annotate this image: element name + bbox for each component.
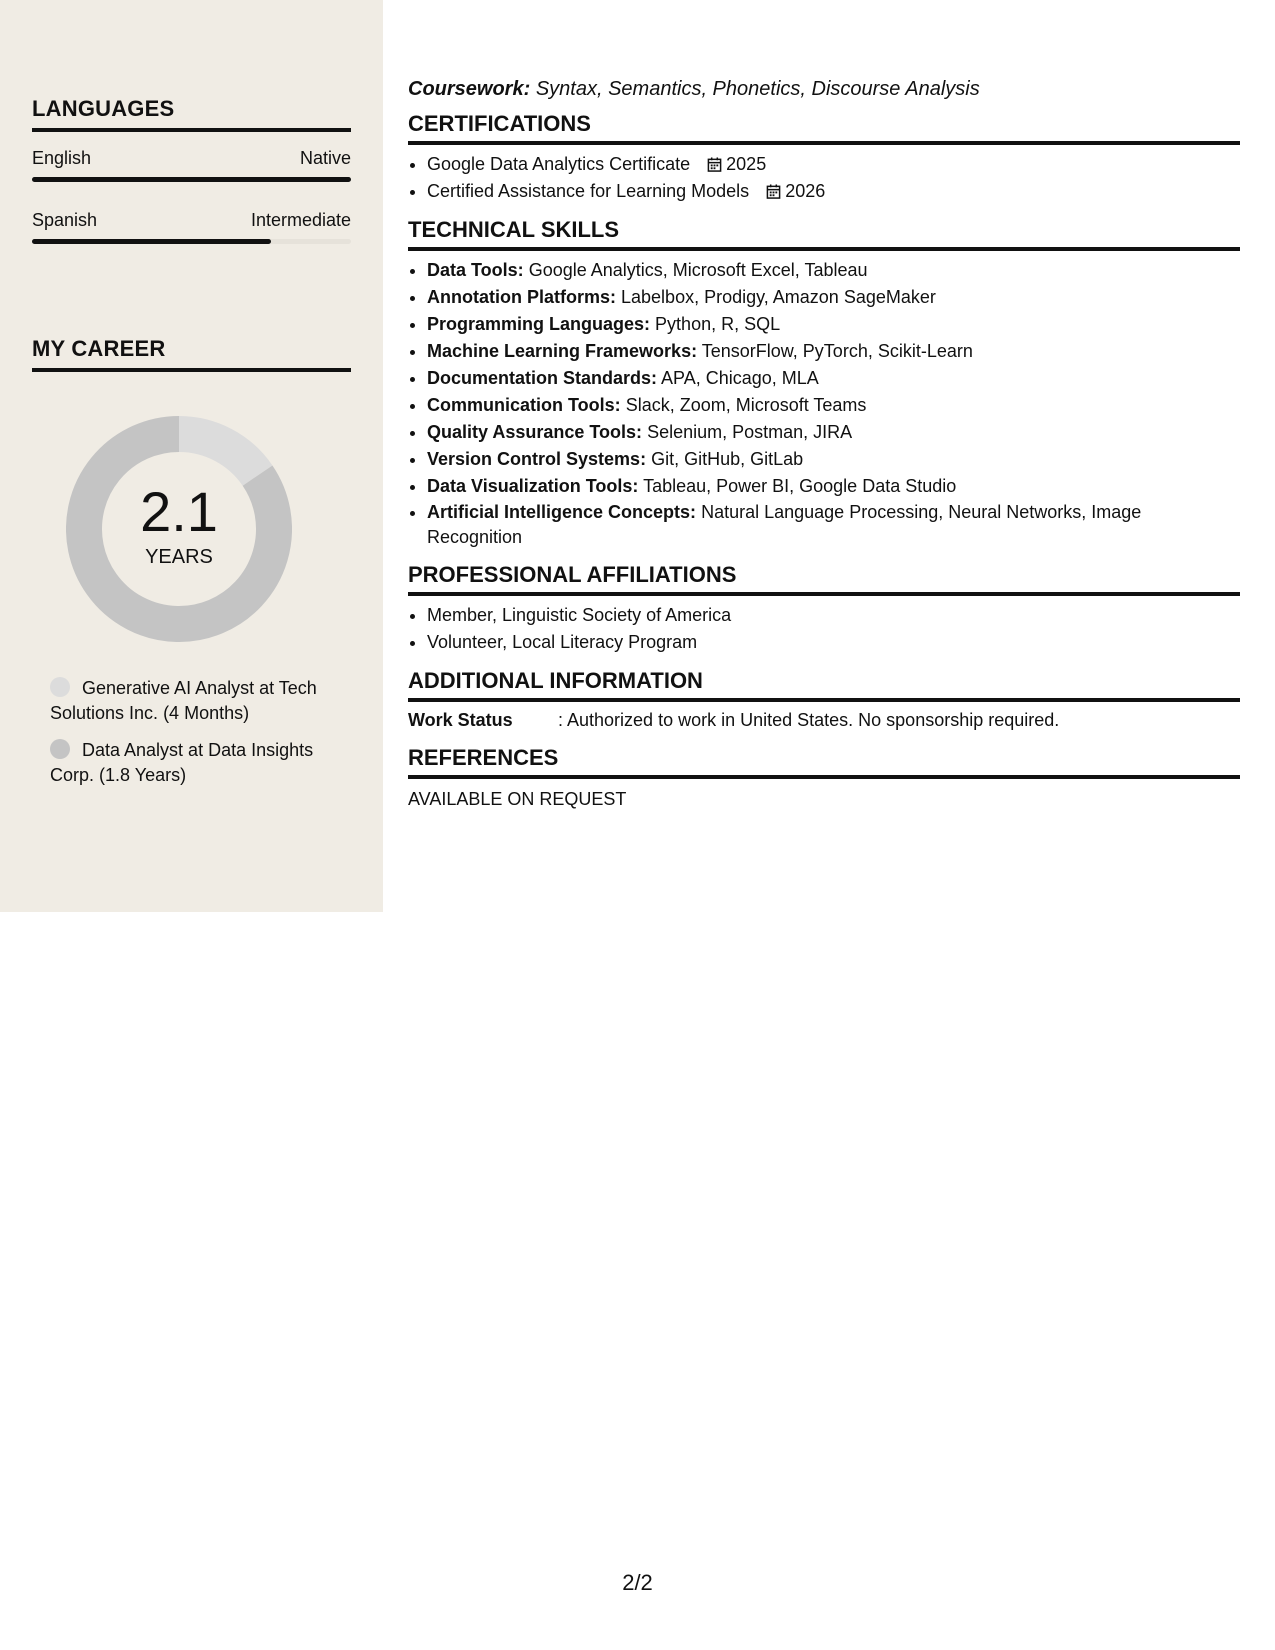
affiliations-list: [408, 602, 1240, 656]
career-total-value: 2.1: [140, 479, 218, 543]
skill-value: Natural Language Processing, Neural Networks, Image Recognition: [427, 502, 1142, 547]
career-donut-chart: [66, 416, 292, 642]
certification-year: 2026: [785, 181, 826, 201]
skill-label: Quality Assurance Tools:: [427, 422, 643, 442]
references-text: AVAILABLE ON REQUEST: [408, 789, 627, 809]
certification-name: Google Data Analytics Certificate: [427, 154, 691, 174]
certifications-heading: CERTIFICATIONS: [408, 111, 1240, 145]
career-legend-item: [50, 738, 350, 788]
career-legend-item: [50, 676, 350, 726]
certification-name: Certified Assistance for Learning Models: [427, 181, 750, 201]
career-legend-label: Data Analyst at Data Insights Corp. (1.8 Years): [50, 740, 314, 785]
coursework-line: [408, 78, 1240, 101]
skill-value: APA, Chicago, MLA: [661, 368, 819, 388]
skill-label: Artificial Intelligence Concepts:: [427, 502, 697, 522]
certifications-list: [408, 151, 1240, 205]
skill-value: Google Analytics, Microsoft Excel, Tableau: [528, 260, 868, 280]
language-name: English: [32, 148, 92, 168]
work-status-row: [408, 710, 1240, 731]
language-proficiency-fill: [32, 177, 351, 182]
skill-item: [427, 311, 1240, 338]
skill-label: Data Visualization Tools:: [427, 476, 639, 496]
skill-value: Python, R, SQL: [655, 314, 781, 334]
references-heading: REFERENCES: [408, 745, 1240, 779]
skill-item: [427, 473, 1240, 500]
skill-item: [427, 284, 1240, 311]
skill-label: Machine Learning Frameworks:: [427, 341, 698, 361]
skill-value: Labelbox, Prodigy, Amazon SageMaker: [621, 287, 936, 307]
work-status-value: : Authorized to work in United States. No sponsorship required.: [558, 710, 1060, 730]
affiliation-item: • Member, Linguistic Society of America: [427, 602, 1240, 629]
career-legend-label: Generative AI Analyst at Tech Solutions Inc. (4 Months): [50, 678, 317, 723]
skill-label: Version Control Systems:: [427, 449, 647, 469]
skill-item: [427, 257, 1240, 284]
certification-year: 2025: [726, 154, 767, 174]
skill-item: [427, 365, 1240, 392]
language-name: Spanish: [32, 210, 98, 230]
technical-skills-heading: TECHNICAL SKILLS: [408, 217, 1240, 251]
skill-value: TensorFlow, PyTorch, Scikit-Learn: [701, 341, 973, 361]
languages-section: [32, 96, 351, 244]
language-level: Intermediate: [250, 210, 351, 230]
career-section: [32, 336, 351, 372]
skill-label: Communication Tools:: [427, 395, 621, 415]
additional-info-heading: ADDITIONAL INFORMATION: [408, 668, 1240, 702]
certification-item: [427, 151, 1240, 178]
skill-item: [427, 446, 1240, 473]
skill-value: Tableau, Power BI, Google Data Studio: [643, 476, 957, 496]
legend-dot-icon: [50, 677, 70, 697]
language-proficiency-bar: [32, 239, 351, 244]
calendar-icon: [707, 157, 722, 172]
affiliation-item: • Volunteer, Local Literacy Program: [427, 629, 1240, 656]
language-item: [32, 210, 351, 244]
technical-skills-list: [408, 257, 1240, 550]
languages-heading: LANGUAGES: [32, 96, 351, 132]
coursework-text: Syntax, Semantics, Phonetics, Discourse Analysis: [535, 78, 980, 100]
affiliations-heading: PROFESSIONAL AFFILIATIONS: [408, 562, 1240, 596]
coursework-label: Coursework:: [408, 78, 531, 100]
certification-item: [427, 178, 1240, 205]
language-proficiency-bar: [32, 177, 351, 182]
skill-label: Annotation Platforms:: [427, 287, 616, 307]
skill-item: [427, 392, 1240, 419]
skill-label: Data Tools:: [427, 260, 524, 280]
language-level: Native: [299, 148, 351, 168]
skill-value: Git, GitHub, GitLab: [651, 449, 804, 469]
language-item: [32, 148, 351, 182]
page-number: 2/2: [622, 1570, 653, 1595]
calendar-icon: [766, 184, 781, 199]
career-total-unit: YEARS: [145, 545, 213, 568]
main-content: [408, 78, 1240, 810]
language-proficiency-fill: [32, 239, 271, 244]
skill-label: Documentation Standards:: [427, 368, 658, 388]
skill-label: Programming Languages:: [427, 314, 651, 334]
skill-value: Slack, Zoom, Microsoft Teams: [625, 395, 867, 415]
legend-dot-icon: [50, 739, 70, 759]
sidebar: [0, 0, 383, 912]
skill-item: [427, 419, 1240, 446]
skill-value: Selenium, Postman, JIRA: [647, 422, 853, 442]
skill-item: [427, 500, 1240, 550]
work-status-label: Work Status: [408, 710, 513, 730]
skill-item: [427, 338, 1240, 365]
career-heading: MY CAREER: [32, 336, 351, 372]
